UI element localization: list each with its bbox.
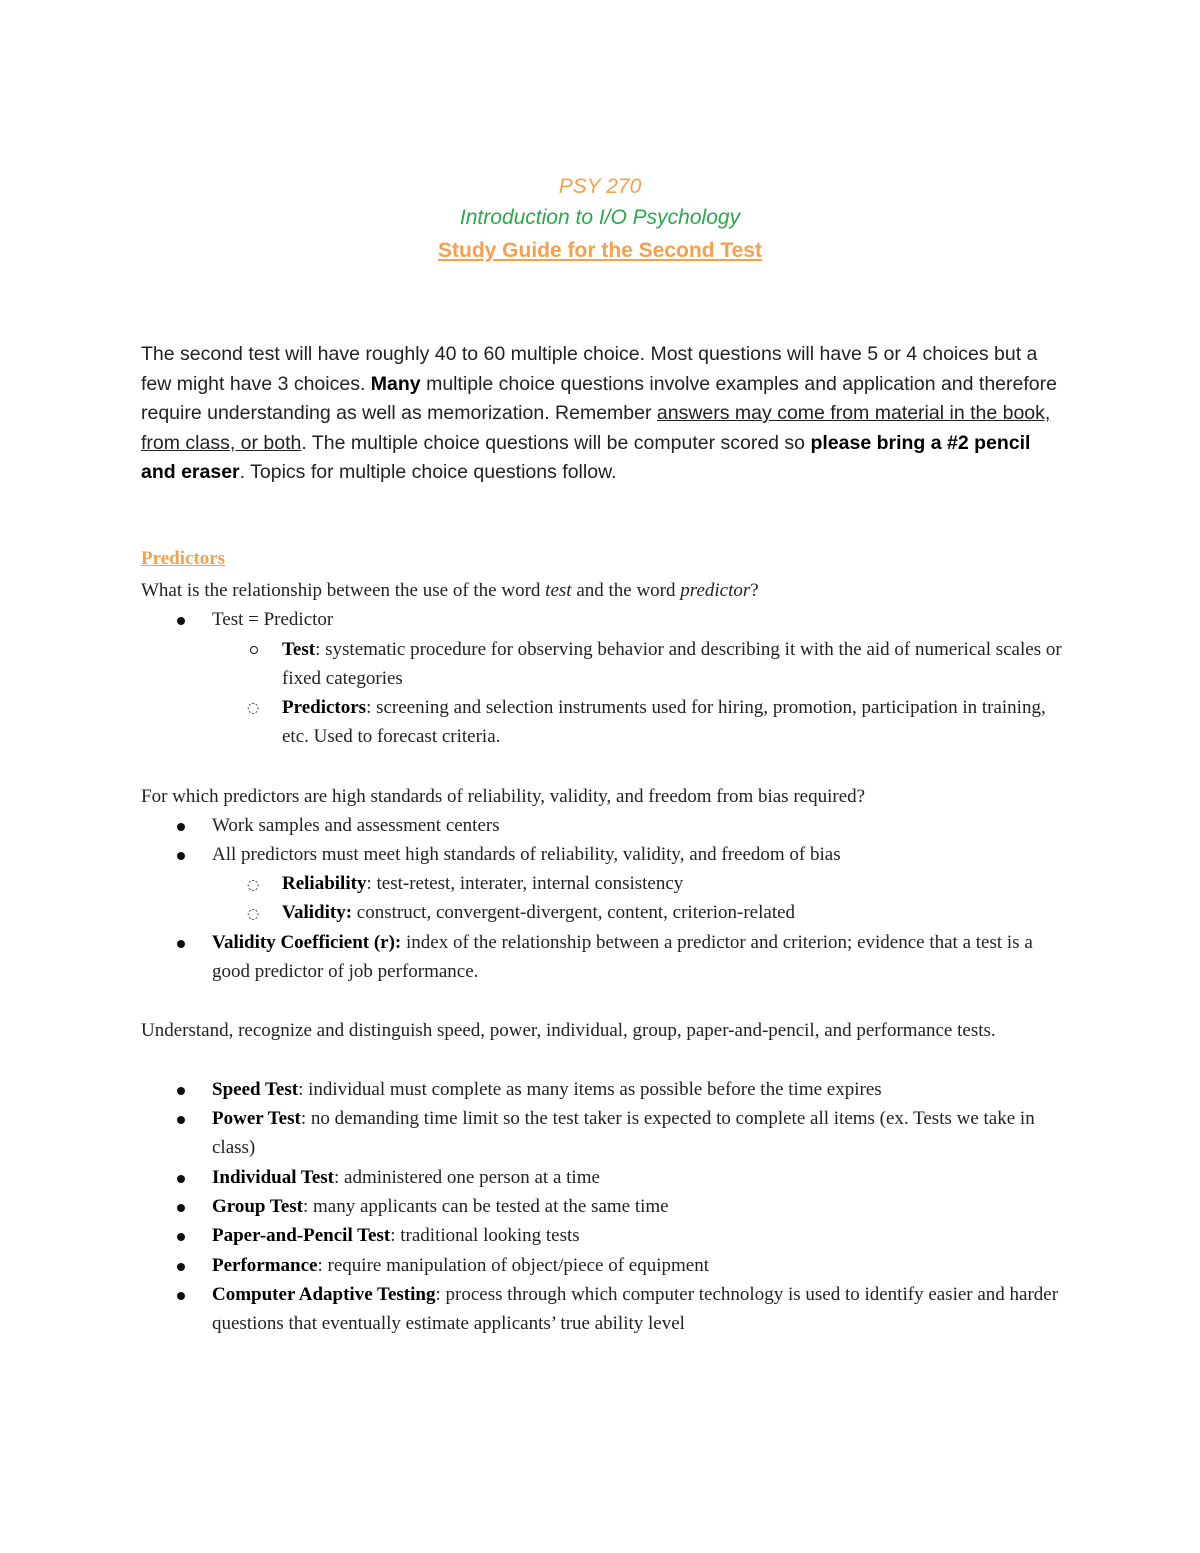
intro-text-3: . The multiple choice questions will be computer scored so [301,431,811,454]
list-item [282,693,1072,751]
list-item [212,928,1072,986]
definition: : process through which computer technology is used to identify easier and harder questions that eventually estimate applicants’ true ability level [212,1284,1059,1334]
list-item [212,1104,1072,1162]
definition: : test-retest, interater, internal consistency [366,873,684,894]
section-title-predictors: Predictors [141,548,226,569]
question-2: For which predictors are high standards of reliability, validity, and freedom from bias required? [141,786,866,807]
term: Predictors [282,697,367,718]
dotted-circle-icon: ◌ [247,906,260,922]
intro-paragraph [141,340,1066,488]
definition: : administered one person at a time [334,1167,600,1188]
intro-underlined-note: answers may come from material in the book, from class, or both [141,402,1051,454]
definition: : screening and selection instruments used for hiring, promotion, participation in training, etc. Used to forecast criteria. [282,697,1046,747]
intro-bold-pencil: please bring a #2 pencil and eraser [141,431,1031,484]
term: Group Test [212,1196,303,1217]
definition: : systematic procedure for observing behavior and describing it with the aid of numerical scales or fixed categories [282,639,1062,689]
definition: : many applicants can be tested at the same time [303,1196,669,1217]
question-3: Understand, recognize and distinguish speed, power, individual, group, paper-and-pencil, and performance tests. [141,1020,996,1041]
dotted-circle-icon: ◌ [247,700,260,716]
bullet-icon [177,940,185,948]
term: Computer Adaptive Testing [212,1284,436,1305]
bullet-icon [177,852,185,860]
bullet-icon [177,1116,185,1124]
course-code: PSY 270 [558,175,642,198]
list-item [282,635,1072,693]
bullet-icon [177,1233,185,1241]
definition: : no demanding time limit so the test taker is expected to complete all items (ex. Tests we take in class) [212,1108,1035,1158]
q1-text-b: and the word [571,580,681,601]
document-title: Study Guide for the Second Test [438,239,762,262]
term: Paper-and-Pencil Test [212,1225,391,1246]
term: Performance [212,1255,318,1276]
definition: index of the relationship between a predictor and criterion; evidence that a test is a good predictor of job performance. [212,932,1033,982]
list-item [212,1221,1072,1250]
list-item [212,1163,1072,1192]
term: Speed Test [212,1079,299,1100]
dotted-circle-icon: ◌ [247,877,260,893]
q1-word-test: test [545,580,572,601]
list-item [282,869,1072,898]
term: Test [282,639,316,660]
q1-word-predictor: predictor [680,580,751,601]
list-item [212,1192,1072,1221]
term: Reliability [282,873,367,894]
question-1 [141,576,1071,605]
intro-text-2: multiple choice questions involve examples and application and therefore require understanding as well as memorization. Remember [141,372,1057,425]
definition: : traditional looking tests [390,1225,580,1246]
bullet-icon [177,1204,185,1212]
definition: : individual must complete as many items as possible before the time expires [298,1079,882,1100]
term: Individual Test [212,1167,334,1188]
bullet-icon [177,1263,185,1271]
list-item [212,1251,1072,1280]
definition: construct, convergent-divergent, content, criterion-related [352,902,796,923]
list-item: All predictors must meet high standards of reliability, validity, and freedom of bias [212,844,841,865]
intro-text-4: . Topics for multiple choice questions follow. [239,461,617,484]
bullet-icon [177,823,185,831]
bullet-icon [177,1087,185,1095]
definition: : require manipulation of object/piece of equipment [317,1255,709,1276]
bullet-icon [177,617,185,625]
term: Validity: [282,902,353,923]
q1-text-a: What is the relationship between the use of the word [141,580,546,601]
term: Power Test [212,1108,301,1129]
list-item [282,898,1072,927]
list-item [212,1075,1072,1104]
intro-text-1: The second test will have roughly 40 to 60 multiple choice. Most questions will have 5 or 4 choices but a few might have 3 choices. [141,343,1038,395]
list-item [212,1280,1072,1338]
bullet-icon [177,1292,185,1300]
hollow-bullet-icon [250,646,258,654]
list-item: Work samples and assessment centers [212,815,500,836]
q1-text-c: ? [750,580,759,601]
intro-bold-many: Many [370,372,421,395]
list-item: Test = Predictor [212,609,334,630]
bullet-icon [177,1175,185,1183]
course-subtitle: Introduction to I/O Psychology [459,206,741,229]
term: Validity Coefficient (r): [212,932,402,953]
